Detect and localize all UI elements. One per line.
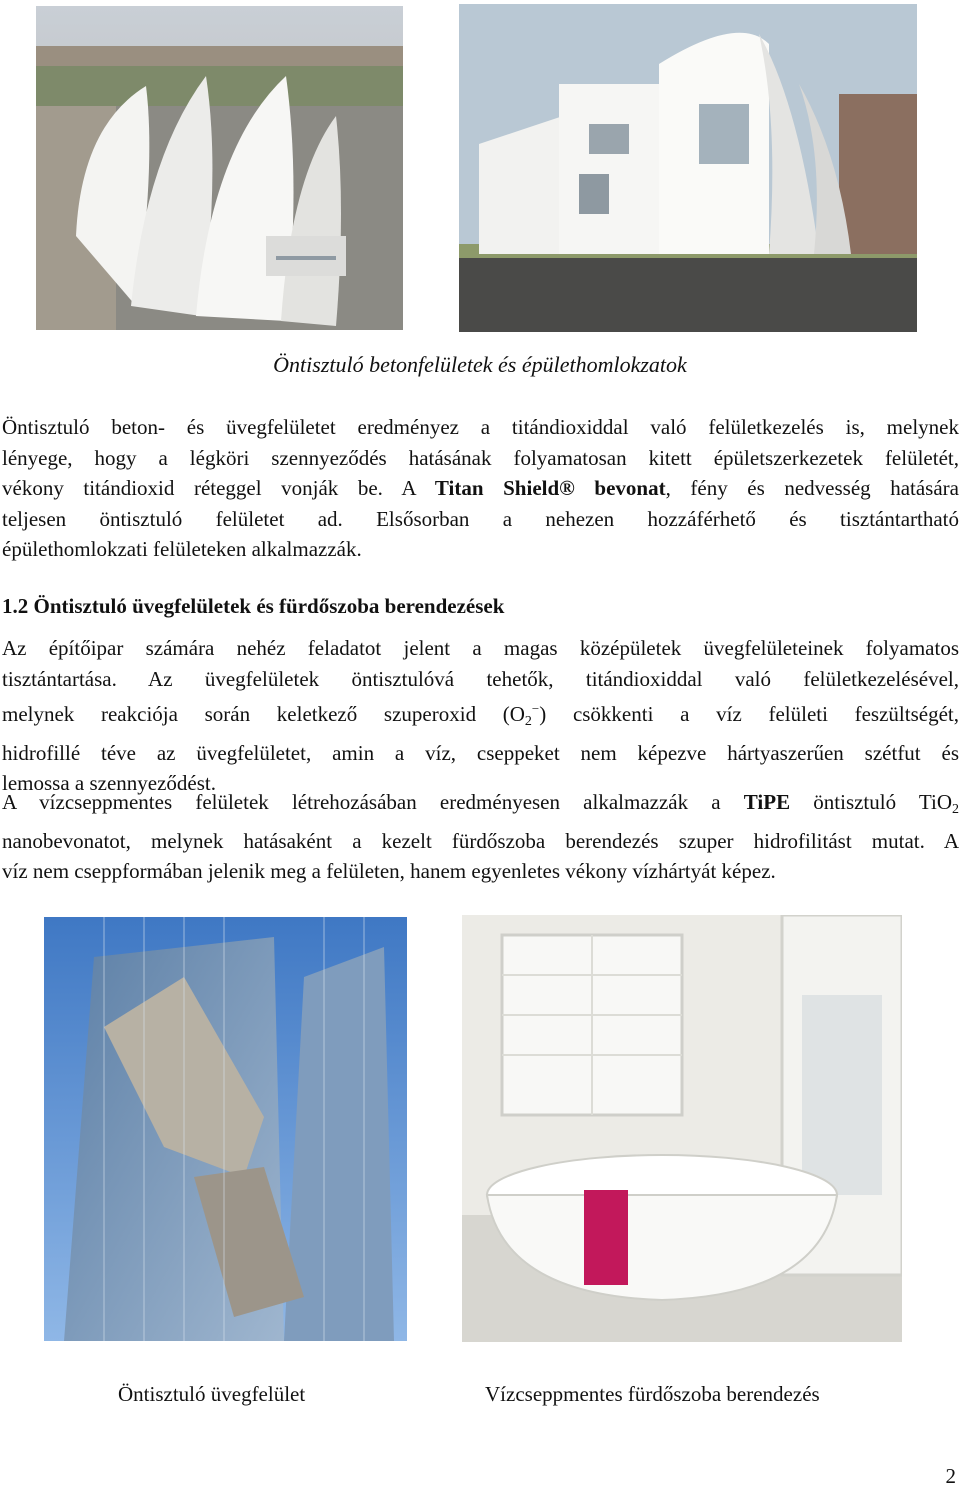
para3-line2: nanobevonatot, melynek hatásaként a kezelt fürdőszoba berendezés szuper hidrofilitást mutat. A xyxy=(2,828,959,853)
titan-shield-term: Titan Shield® bevonat xyxy=(434,476,666,500)
church-street-photo xyxy=(459,4,917,332)
para2-line2: tisztántartása. Az üvegfelületek öntisztulóvá tehetők, titándioxiddal való felületkezelésével, xyxy=(2,666,959,691)
page-number: 2 xyxy=(945,1464,956,1488)
para2-line3: melynek reakciója során keletkező szuperoxid $(O_2^-)$ csökkenti a víz felületi feszültségét, xyxy=(2,701,959,729)
church-aerial-photo xyxy=(36,6,403,330)
para2-line1: Az építőipar számára nehéz feladatot jelent a magas középületek üvegfelületeinek folyamatos xyxy=(2,636,959,660)
paragraph-glass-surfaces xyxy=(2,633,959,799)
section-heading: 1.2 Öntisztuló üvegfelületek és fürdőszoba berendezések xyxy=(2,594,505,618)
para1-line1: Öntisztuló beton- és üvegfelületet eredményez a titándioxiddal való felületkezelés is, melynek xyxy=(2,415,959,439)
glass-building-photo xyxy=(44,917,407,1341)
para2-line5: lemossa a szennyeződést. xyxy=(2,771,217,795)
para2-line4: hidrofillé téve az üvegfelületet, amin a víz, cseppeket nem képezve hártyaszerűen szétfut és xyxy=(2,740,959,765)
para1-line5: épülethomlokzati felületeken alkalmazzák. xyxy=(2,537,362,561)
para3-line1: A vízcseppmentes felületek létrehozásában eredményesen alkalmazzák a TiPE öntisztuló TiO$_2$ xyxy=(2,790,959,817)
section-caption: Öntisztuló betonfelületek és épülethomlokzatok xyxy=(273,352,687,377)
para1-line3: vékony titándioxid réteggel vonják be. A Titan Shield® bevonat, fény és nedvesség hatására xyxy=(2,476,959,500)
paragraph-titan-shield xyxy=(2,412,959,565)
bathroom-photo xyxy=(462,915,902,1342)
caption-bathroom: Vízcseppmentes fürdőszoba berendezés xyxy=(485,1382,820,1406)
tipe-term: TiPE xyxy=(743,790,791,814)
para1-line4: teljesen öntisztuló felületet ad. Elsősorban a nehezen hozzáférhető és tisztántartható xyxy=(2,506,959,531)
paragraph-tipe xyxy=(2,787,959,887)
para3-line3: víz nem cseppformában jelenik meg a felületen, hanem egyenletes vékony vízhártyát képez. xyxy=(2,859,776,883)
caption-glass-surface: Öntisztuló üvegfelület xyxy=(118,1382,306,1406)
para1-line2: lényege, hogy a légköri szennyeződés hatásának folyamatosan kitett épületszerkezetek felületét, xyxy=(2,445,959,470)
